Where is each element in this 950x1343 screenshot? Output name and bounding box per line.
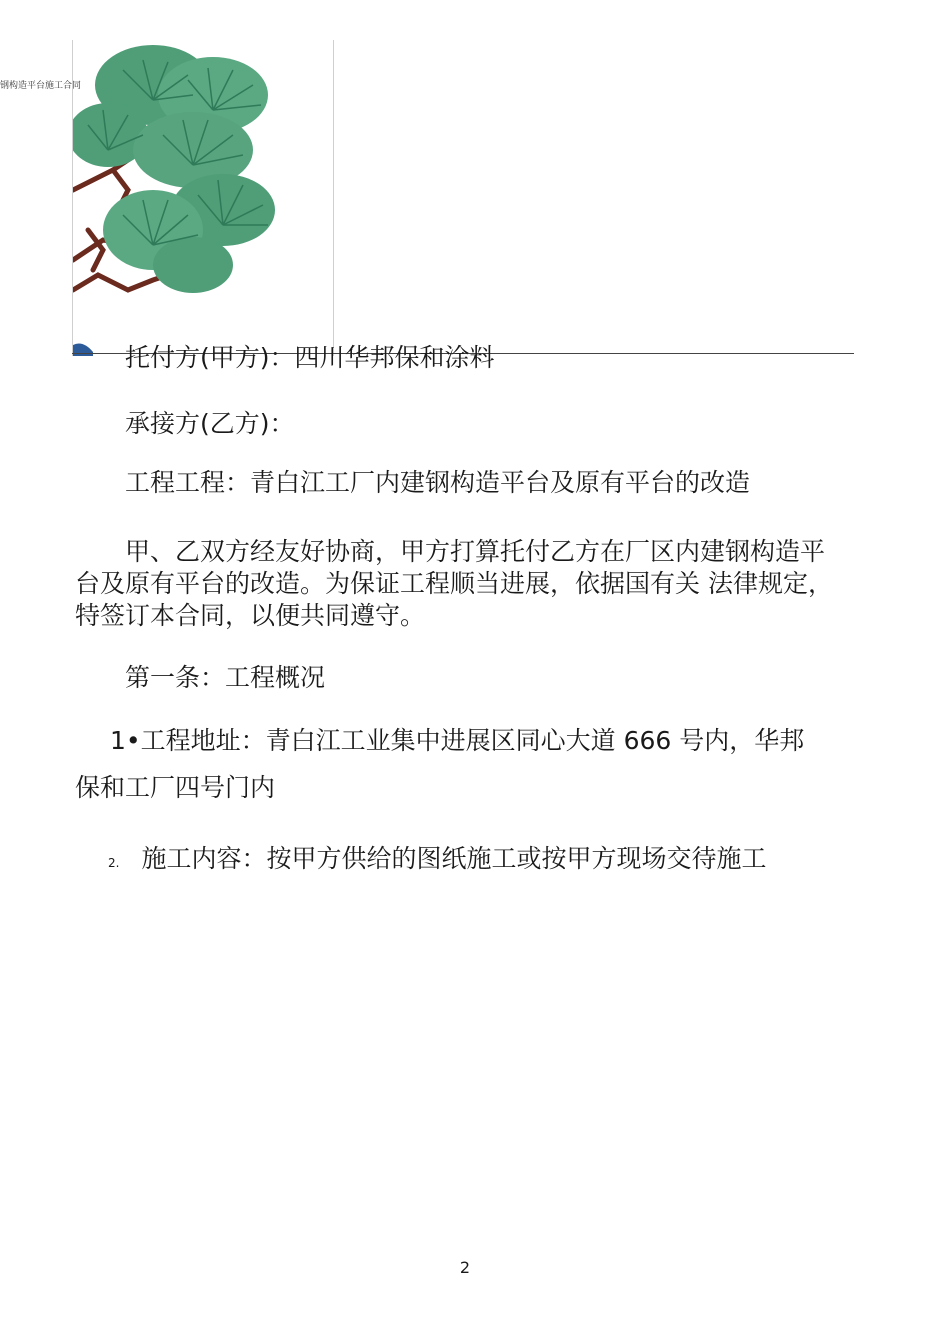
page-number: 2 xyxy=(459,1258,471,1277)
item1-text-line1: 工程地址：青白江工业集中进展区同心大道 666 号内，华邦 xyxy=(140,726,805,755)
article1-heading: 第一条：工程概况 xyxy=(125,663,326,692)
pine-tree-icon xyxy=(73,40,333,356)
item1-line2: 保和工厂四号门内 xyxy=(75,773,276,802)
intro-paragraph-text: 甲、乙双方经友好协商，甲方打算托付乙方在厂区内建钢构造平台及原有平台的改造。为保证工程顺当进展，依据国有关 法律规定，特签订本合同，以便共同遵守。 xyxy=(75,537,833,630)
intro-paragraph xyxy=(75,536,845,632)
client-line: 托付方(甲方)：四川华邦保和涂料 xyxy=(125,343,495,372)
item2-number: 2. xyxy=(108,856,120,870)
project-line: 工程工程：青白江工厂内建钢构造平台及原有平台的改造 xyxy=(125,468,751,497)
item2-line xyxy=(108,843,766,879)
header-title: 钢构造平台施工合同 xyxy=(0,81,82,91)
pine-tree-illustration xyxy=(72,40,334,356)
item1-number: 1• xyxy=(110,726,141,755)
item1-line1 xyxy=(110,725,804,757)
contractor-line: 承接方(乙方)： xyxy=(125,409,295,438)
item2-text: 施工内容：按甲方供给的图纸施工或按甲方现场交待施工 xyxy=(141,844,767,873)
